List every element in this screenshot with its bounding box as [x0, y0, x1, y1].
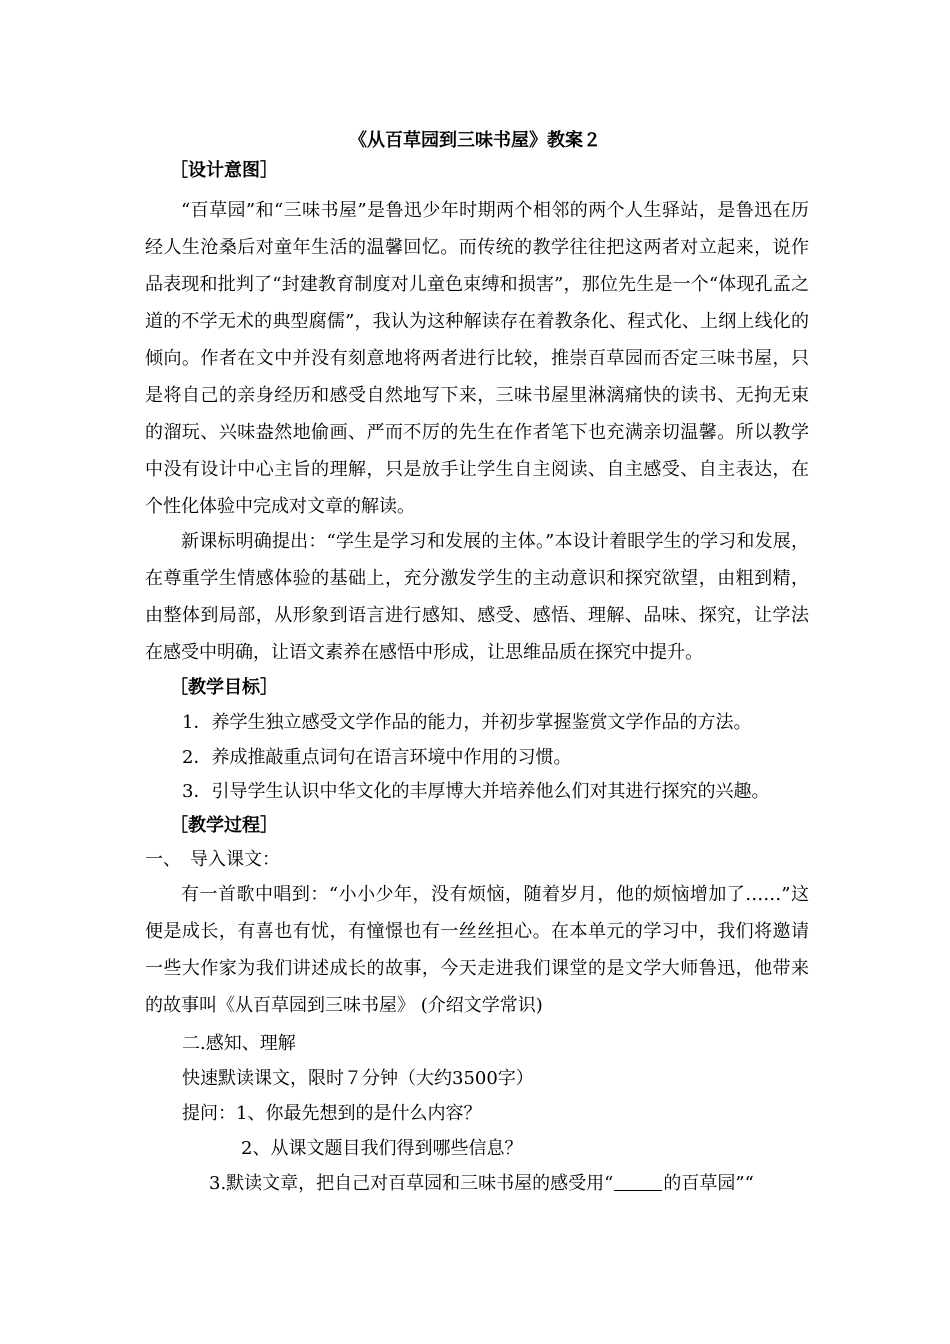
design-intent-paragraph-1: “百草园”和“三味书屋”是鲁迅少年时期两个相邻的两个人生驿站，是鲁迅在历经人生沧桑后对童年生活的温馨回忆。而传统的教学往往把这两者对立起来，说作品表现和批判了“封建教育制度对儿童色束缚和损害”，那位先生是一个“体现孔孟之道的不学无术的典型腐儒”，我认为这种解读存在着教条化、程式化、上纲上线化的倾向。作者在文中并没有刻意地将两者进行比较，推崇百草园而否定三味书屋，只是将自己的亲身经历和感受自然地写下来，三味书屋里淋漓痛快的读书、无拘无束的溜玩、兴味盎然地偷画、严而不厉的先生在作者笔下也充满亲切温馨。所以教学中没有设计中心主旨的理解，只是放手让学生自主阅读、自主感受、自主表达，在个性化体验中完成对文章的解读。	[145, 200, 809, 517]
question-3	[209, 1171, 754, 1197]
question-3-text-before: 3.默读文章，把自己对百草园和三味书屋的感受用“	[209, 1173, 614, 1194]
question-2: 2、从课文题目我们得到哪些信息？	[241, 1138, 523, 1159]
design-intent-paragraph-2: 新课标明确提出：“学生是学习和发展的主体。”本设计着眼学生的学习和发展，在尊重学生情感体验的基础上，充分激发学生的主动意识和探究欲望，由粗到精，由整体到局部，从形象到语言进行感知、感受、感悟、理解、品味、探究，让学法在感受中明确，让语文素养在感悟中形成，让思维品质在探究中提升。	[145, 531, 809, 663]
section-1-title: 一、 导入课文：	[145, 849, 280, 870]
objective-item-2: 2．养成推敲重点词句在语言环境中作用的习惯。	[182, 747, 572, 768]
question-3-text-after: 的百草园”“	[663, 1173, 754, 1194]
section-1-text: 有一首歌中唱到：“小小少年，没有烦恼，随着岁月，他的烦恼增加了……”这便是成长，有喜也有忧，有憧憬也有一丝丝担心。在本单元的学习中，我们将邀请一些大作家为我们讲述成长的故事，今天走进我们课堂的是文学大师鲁迅，他带来的故事叫《从百草园到三味书屋》 (介绍文学常识)	[145, 884, 809, 1016]
reading-task: 快速默读课文，限时７分钟（大约3500字）	[182, 1068, 534, 1089]
fill-in-blank	[614, 1172, 662, 1191]
section-2-title: 二.感知、理解	[182, 1033, 296, 1054]
objectives-heading: ［教学目标］	[170, 677, 278, 698]
question-1: 提问：1、你最先想到的是什么内容？	[182, 1103, 482, 1124]
objective-item-1: 1．养学生独立感受文学作品的能力，并初步掌握鉴赏文学作品的方法。	[182, 712, 752, 733]
document-title: 《从百草园到三味书屋》教案２	[349, 130, 601, 151]
objective-item-3: 3．引导学生认识中华文化的丰厚博大并培养他么们对其进行探究的兴趣。	[182, 781, 770, 802]
design-intent-heading: ［设计意图］	[170, 160, 278, 181]
process-heading: ［教学过程］	[170, 815, 278, 836]
